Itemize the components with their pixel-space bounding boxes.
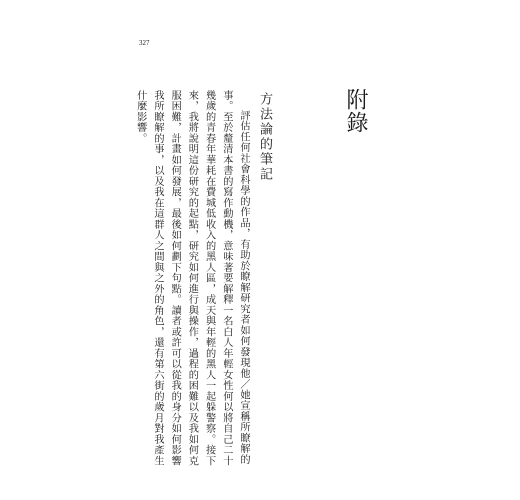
page-number: 327: [139, 39, 150, 47]
chapter-title: 附錄: [343, 88, 368, 134]
body-paragraph: 評估任何社會科學的作品，有助於瞭解研究者如何發現他／她宣稱所瞭解的事。至於釐清本書的寫作動機，意味著要解釋一名白人年輕女性何以將自己二十幾歲的青春年華耗在費城低收入的黑人區，成天與年輕的黑人一起躲警察。接下來，我將說明這份研究的起點，研究如何進行與操作，過程的困難以及我如何克服困難，計畫如何發展，最後如何劃下句點。讀者或許可以從我的身分如何影響我所瞭解的事，以及我在這群人之間與之外的角色，還有第六街的歲月對我產生什麼影響。: [134, 90, 249, 467]
body-text: [134, 90, 252, 470]
section-title: 方法論的筆記: [257, 92, 272, 182]
